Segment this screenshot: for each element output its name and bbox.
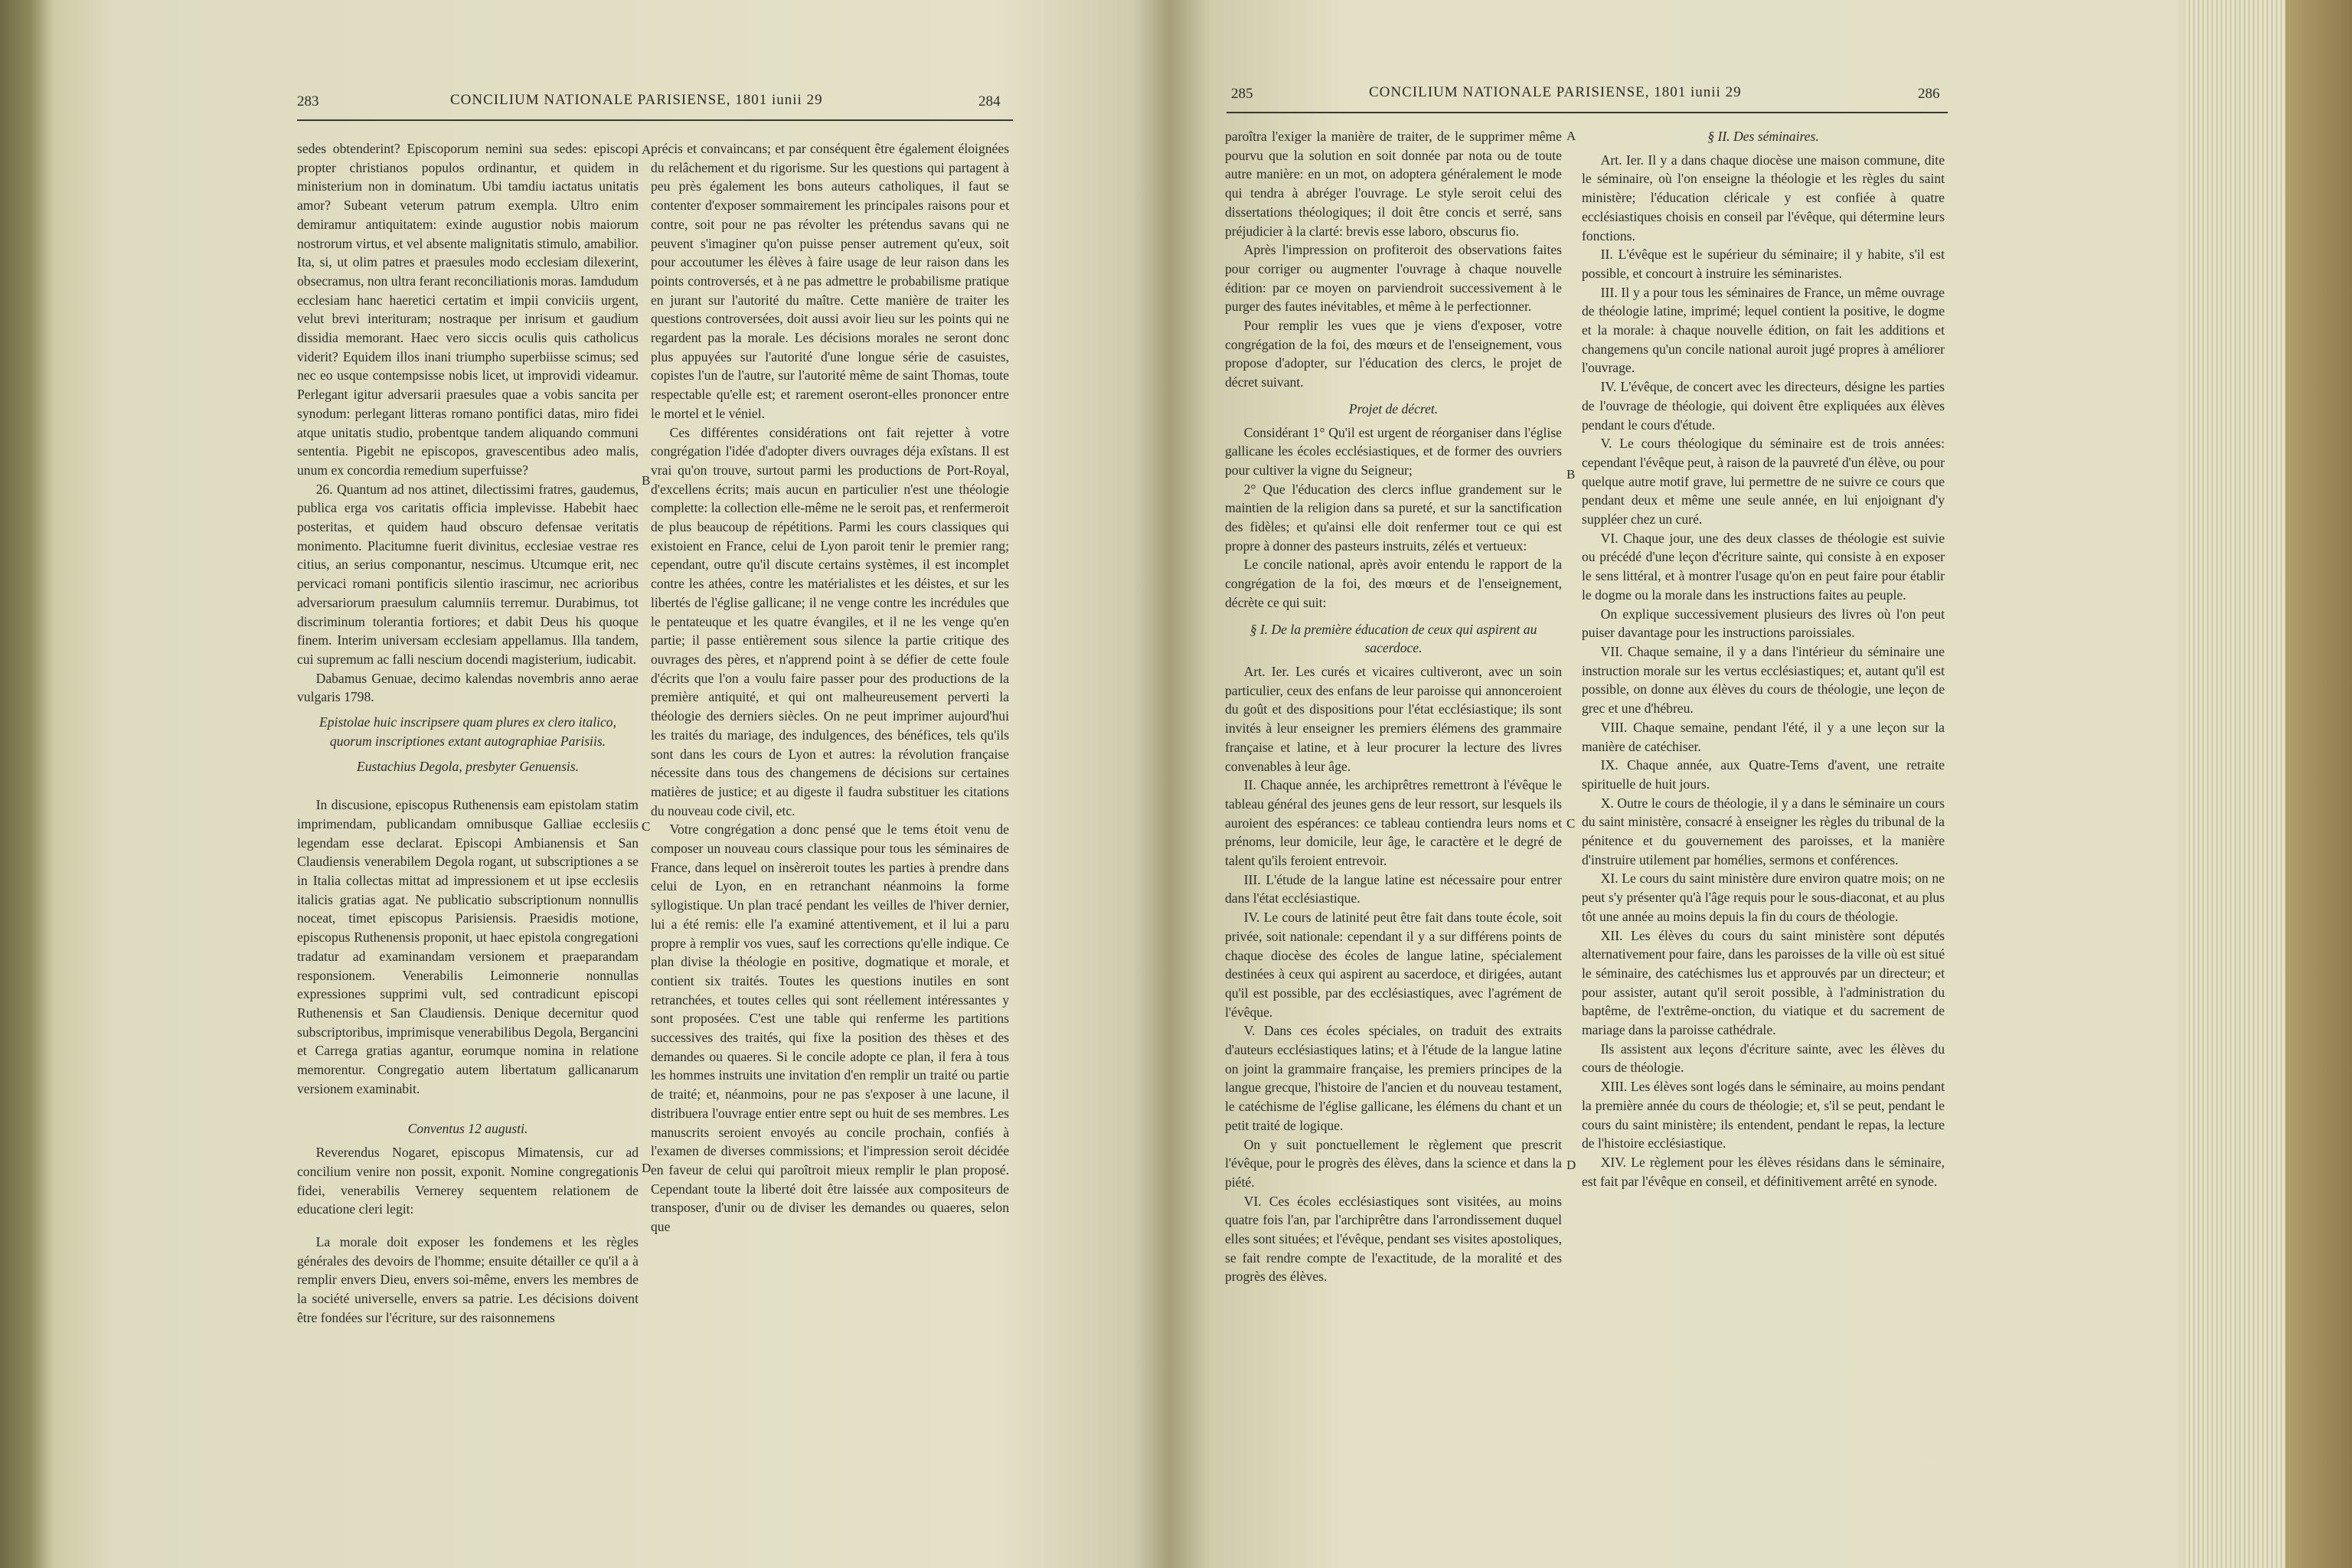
paragraph: X. Outre le cours de théologie, il y a dans le séminaire un cours du saint ministère, consacré à enseigner les règles du tribunal de la pénitence et du gouvernement des paroisses, et la manière d'instruire utilement par homélies, sermons et conférences. [1582,795,1945,867]
paragraph: On y suit ponctuellement le règlement que prescrit l'évêque, pour le progrès des élèves, dans la science et dans la piété. [1225,1136,1562,1190]
signature: Eustachius Degola, presbyter Genuensis. [356,758,580,774]
paragraph: Votre congrégation a donc pensé que le tems étoit venu de composer un nouveau cours classique pour tous les séminaires de France, dans lequel on insèreroit toutes les parties à prendre dans celui de Lyon, en en retranchant néanmoins la forme syllogistique. Un plan tracé pendant les veilles de l'hiver dernier, lui a été remis: elle l'a examiné attentivement, et il lui a paru propre à remplir vos vues, sauf les corrections qu'elle indique. Ce plan divise la théologie en positive, dogmatique et morale, et contient six traités. Toutes les questions inutiles en sont retranchées, et toutes celles qui sont réellement intéressantes y sont proposées. C'est une table qui renferme les partitions successives des traités, qui fixe la position des thèses et des demandes ou quaeres. Si le concile adopte ce plan, il fera à tous les hommes instruits une invitation d'en remplir un traité ou partie de traité; et, néanmoins, pour ne pas s'exposer à une lacune, il distribuera l'ouvrage entier entre sept ou huit de ses membres. Les manuscrits seroient envoyés au concile prochain, confiés à l'examen de diverses commissions; et l'impression seroit décidée en faveur de celui qui paroîtroit mieux remplir le plan proposé. Cependant toute la liberté doit être laissée aux compositeurs de transposer, d'unir ou de diviser les demandes ou quaeres, selon que [651,822,1009,1235]
running-header-right: CONCILIUM NATIONALE PARISIENSE, 1801 iunii 29 [1369,84,1742,100]
paragraph: Considérant 1° Qu'il est urgent de réorganiser dans l'église gallicane les écoles ecclésiastiques, et de former des ouvriers pour cultiver la vigne du Seigneur; [1225,424,1562,478]
section-heading: § II. Des séminaires. [1707,129,1819,144]
paragraph: IX. Chaque année, aux Quatre-Tems d'avent, une retraite spirituelle de huit jours. [1582,757,1945,792]
paragraph: IV. Le cours de latinité peut être fait dans toute école, soit privée, soit nationale: cependant il y a sur différens points de chaque diocèse des écoles de langue latine, spécialement destinées à ceux qui aspirent au sacerdoce, et dirigées, autant qu'il est possible, par des ecclésiastiques, avec l'agrément de l'évêque. [1225,910,1562,1020]
page-number-286: 286 [1918,86,1940,102]
paragraph: paroîtra l'exiger la manière de traiter, de le supprimer même pourvu que la solution en soit donnée par nota ou de toute autre manière: en un mot, on adoptera généralement le mode qui tendra à abréger l'ouvrage. Le style seroit celui des dissertations théologiques; il doit être concis et serré, sans préjudicier à la clarté: brevis esse laboro, obscurus fio. [1225,129,1562,239]
paragraph: V. Dans ces écoles spéciales, on traduit des extraits d'auteurs ecclésiastiques latins; et à l'étude de la langue latine on joint la grammaire française, les premiers principes de la langue grecque, l'histoire de l'ancien et du nouveau testament, le catéchisme de l'église gallicane, les élémens du chant et un petit traité de logique. [1225,1023,1562,1133]
paragraph: XII. Les élèves du cours du saint ministère sont députés alternativement pour faire, dans les paroisses de la ville où est situé le séminaire, des catéchismes lus et approuvés par un directeur; et pour assister, autant qu'il seroit possible, à l'administration du baptême, de l'extrême-onction, du viatique et du sacrement de mariage dans la paroisse cathédrale. [1582,927,1945,1038]
page-edges [2186,0,2352,1568]
paragraph: Dabamus Genuae, decimo kalendas novembris anno aerae vulgaris 1798. [297,670,639,705]
paragraph: Ils assistent aux leçons d'écriture sainte, avec les élèves du cours de théologie. [1582,1040,1945,1076]
paragraph: VI. Ces écoles ecclésiastiques sont visitées, au moins quatre fois l'an, par l'archiprêtre dans l'arrondissement duquel elles sont situées; et l'évêque, pendant ses visites apostoliques, se fait rendre compte de l'exactitude, de la moralité et des progrès des élèves. [1225,1193,1562,1285]
margin-letter-d: D [1566,1158,1576,1172]
paragraph: 2° Que l'éducation des clercs influe grandement sur le maintien de la religion dans sa pureté, et sur la sanctification des fidèles; et qu'ainsi elle doit renfermer tout ce qui est propre à donner des pasteurs instruits, zélés et vertueux: [1225,481,1562,554]
paragraph: On explique successivement plusieurs des livres où l'on peut puiser davantage pour les instructions paroissiales. [1582,606,1945,641]
margin-letter-c: C [642,819,651,834]
paragraph: La morale doit exposer les fondemens et les règles générales des devoirs de l'homme; ensuite détailler ce qu'il a à remplir envers Dieu, envers soi-même, envers les membres de la société universelle, envers sa patrie. Les décisions doivent être fondées sur l'écriture, sur des raisonnemens [297,1233,639,1325]
paragraph: XIV. Le règlement pour les élèves résidans dans le séminaire, est fait par l'évêque en conseil, et définitivement arrêté en synode. [1582,1154,1945,1189]
paragraph: II. Chaque année, les archiprêtres remettront à l'évêque le tableau général des jeunes gens de leur ressort, sur lesquels ils auroient des espérances: ce tableau contiendra leurs noms et prénoms, leur domicile, leur âge, le caractère et le degré de talent qu'ils feroient entrevoir. [1225,777,1562,869]
paragraph: Art. Ier. Il y a dans chaque diocèse une maison commune, dite le séminaire, où l'on enseigne la théologie et les règles du saint ministère; l'éducation cléricale y est confiée à quatre ecclésiastiques choisis en conseil par l'évêque, qui détermine leurs fonctions. [1582,152,1945,243]
header-rule [1227,112,1948,113]
paragraph: Pour remplir les vues que je viens d'exposer, votre congrégation de la foi, des mœurs et de l'enseignement, vous propose d'adopter, sur l'éducation des clercs, le projet de décret suivant. [1225,318,1562,390]
paragraph: VIII. Chaque semaine, pendant l'été, il y a une leçon sur la manière de catéchiser. [1582,719,1945,754]
section-heading: Conventus 12 augusti. [407,1121,528,1137]
paragraph: III. Il y a pour tous les séminaires de France, un même ouvrage de théologie latine, imprimé; lequel contient la positive, le dogme et la morale: à chaque nouvelle édition, on fait les additions et changemens qu'un concile national auroit jugé propres à améliorer l'ouvrage. [1582,284,1945,376]
paragraph: VI. Chaque jour, une des deux classes de théologie est suivie ou précédé d'une leçon d'écriture sainte, qui consiste à en exposer le sens littéral, et à montrer l'usage qu'on en peut faire pour établir le dogme ou la morale dans les instructions faites au peuple. [1582,530,1945,603]
paragraph: 26. Quantum ad nos attinet, dilectissimi fratres, gaudemus, publica erga vos caritatis officia implevisse. Habebit haec posteritas, et quidem haud obscuro defensae veritatis monimento. Placitumne fuerit divinitus, ecclesiae vestrae res citius, an serius componantur, nescimus. Utcumque erit, nec pervicaci romani pontificis silentio irascimur, nec acrioribus adversariorum praesulum calumniis terremur. Durabimus, tot discriminum tolerantia fortiores; et dabit Deus his quoque finem. Interim universam ecclesiam appellamus. Illa tandem, cui supremum ac falli nescium docendi magisterium, iudicabit. [297,481,639,667]
paragraph: VII. Chaque semaine, il y a dans l'intérieur du séminaire une instruction morale sur les vertus ecclésiastiques; et, autant qu'il est possible, on donne aux élèves du cours de théologie, une leçon de grec et une d'hébreu. [1582,643,1945,717]
margin-letter-c: C [1566,816,1576,831]
left-page-column-2 [651,139,1009,1236]
paragraph: XI. Le cours du saint ministère dure environ quatre mois; on ne peut s'y présenter qu'à l'âge requis pour le sous-diaconat, et au plus tôt une année au moins depuis la fin du cours de théologie. [1582,871,1945,924]
right-page-column-2 [1582,127,1945,1191]
paragraph: IV. L'évêque, de concert avec les directeurs, désigne les parties de l'ouvrage de théologie, qui doivent être expliquées aux élèves pendant le cours d'étude. [1582,379,1945,433]
paragraph: sedes obtenderint? Episcoporum nemini sua sedes: episcopi propter christianos populos ordinantur, et quidem in ministerium non in dominatum. Ubi tamdiu iactatus unitatis amor? Subeant veterum patrum exempla. Ultro enim demiramur antiquitatem: exinde augustior nobis maiorum nostrorum virtus, et vel absente malignitatis stimulo, amabilior. Ita, si, ut olim patres et praesules modo ecclesiam dilexerint, obsecramus, non ultra ferant reconciliationis moras. Iamdudum ecclesiam hanc haeretici certatim et impii conviciis urgent, velut brevi interituram; nostraque per inrisum et gaudium dissidia memorant. Haec vero siccis oculis quis catholicus viderit? Equidem illos inani triumpho superbiisse scimus; sed nec eo usque contempsisse nobis licet, ut improvidi videamur. Perlegant igitur adversarii praesules quae a vobis sancita per synodum: perlegant litteras romano pontifici datas, miro fidei atque unitatis studio, probentque tandem aliquando communi sententia. Pigebit ne episcopos, gravescentibus adeo malis, unum ex concordia remedium superfuisse? [297,141,639,478]
margin-letter-b: B [642,473,651,488]
right-page-column-1 [1225,127,1562,1286]
paragraph: Après l'impression on profiteroit des observations faites pour corriger ou augmenter l'ouvrage à chaque nouvelle édition: par ce moyen on parviendroit successivement à le purger des fautes inévitables, et même à le perfectionner. [1225,242,1562,315]
paragraph: XIII. Les élèves sont logés dans le séminaire, au moins pendant la première année du cours de théologie; et, s'il se peut, pendant le cours du saint ministère; ils entendent, pendant le repas, la lecture de l'histoire ecclésiastique. [1582,1079,1945,1152]
section-heading: Projet de décret. [1348,400,1439,416]
page-number-283: 283 [297,93,319,109]
left-page-column-1 [297,139,639,1327]
section-heading: § I. De la première éducation de ceux qui aspirent au sacerdoce. [1250,621,1537,656]
page-number-284: 284 [978,93,1001,109]
margin-letter-a: A [642,142,652,157]
paragraph: In discusione, episcopus Ruthenensis eam epistolam statim imprimendam, publicandam omnibusque Galliae ecclesiis legendam esse declarat. Episcopi Ambianensis et San Claudiensis venerabilem Degola rogant, ut subscriptiones a se in Italia collectas mittat ad impressionem et ut ipse ecclesiis italicis gratias agat. Ne publicatio subscriptionum nonnullis noceat, timet episcopus Parisiensis. Praesidis motione, episcopus Ruthenensis proponit, ut haec epistola congregationi tradatur ad examinandam versionem et praeparandam responsionem. Venerabilis Leimonnerie nonnullas expressiones supprimi vult, sed contradicunt episcopi Ruthenensis et San Claudiensis. Denique decernitur quod subscriptoribus, imprimisque venerabilibus Degola, Bergancini et Carrega gratias agantur, eorumque nomina in relatione memorentur. Congregatio autem libertatum gallicanarum versionem examinabit. [297,797,639,1096]
note-italic: Epistolae huic inscripsere quam plures ex clero italico, quorum inscriptiones extant autographiae Parisiis. [319,714,616,749]
paragraph: II. L'évêque est le supérieur du séminaire; il y habite, s'il est possible, et concourt à instruire les séminaristes. [1582,247,1945,281]
paragraph: V. Le cours théologique du séminaire est de trois années: cependant l'évêque peut, à raison de la pauvreté d'un élève, ou pour quelque autre motif grave, lui permettre de ne suivre ce cours que pendant deux et même une seule année, en lui enjoignant d'y suppléer chez un curé. [1582,436,1945,528]
paragraph: Le concile national, après avoir entendu le rapport de la congrégation de la foi, des mœurs et de l'enseignement, décrète ce qui suit: [1225,557,1562,610]
margin-letter-d: D [642,1161,652,1175]
paragraph: Art. Ier. Les curés et vicaires cultiveront, avec un soin particulier, ceux des enfans de leur paroisse qui annonceroient du goût et des dispositions pour l'état ecclésiastique; ils sont invités à leur enseigner les premiers élémens des grammaire française et latine, et à leur procurer la lecture des livres convenables à leur âge. [1225,663,1562,774]
paragraph: Reverendus Nogaret, episcopus Mimatensis, cur ad concilium venire non possit, exponit. Nomine congregationis fidei, venerabilis Vernerey sequentem relationem de educatione cleri legit: [297,1145,639,1217]
paragraph: III. L'étude de la langue latine est nécessaire pour entrer dans l'état ecclésiastique. [1225,871,1562,906]
margin-letter-a: A [1566,129,1576,143]
page-number-285: 285 [1231,86,1253,102]
running-header-left: CONCILIUM NATIONALE PARISIENSE, 1801 iunii 29 [450,92,823,108]
header-rule [297,119,1013,121]
margin-letter-b: B [1566,467,1576,482]
paragraph: précis et convaincans; et par conséquent être également éloignées du relâchement et du rigorisme. Sur les questions qui partagent à peu près également les bons auteurs catholiques, il faut se contenter d'exposer sommairement les principales raisons pour et contre, soit pour ne pas révolter les prétendus savans qui ne peuvent s'imaginer qu'on puisse penser autrement qu'eux, soit pour accoutumer les élèves à faire usage de leur raison dans les points controversés, et à ne pas admettre le probabilisme pratique en jurant sur l'autorité du maître. Cette manière de traiter les questions controversées, doit aussi avoir lieu sur les points qui ne regardent pas la morale. Les décisions morales ne seront donc plus appuyées sur l'autorité d'une longue série de casuistes, copistes l'un de l'autre, sur l'autorité même de saint Thomas, toute respectable qu'elle est; et rarement oseront-elles prononcer entre le mortel et le véniel. [651,141,1009,421]
paragraph: Ces différentes considérations ont fait rejetter à votre congrégation l'idée d'adopter divers ouvrages déja exîstans. Il est vrai qu'on trouve, surtout parmi les productions de Port-Royal, d'excellens écrits; mais aucun en particulier n'est une théologie complette: la collection elle-même ne le seroit pas, et renfermeroit de plus beaucoup de répétitions. Parmi les cours classiques qui existoient en France, celui de Lyon paroit tenir le premier rang; cependant, outre qu'il discute certains systèmes, il est incomplet contre les athées, contre les matérialistes et les déistes, et sur les libertés de l'église gallicane; il ne venge contre les incrédules que le pentateuque et les quatre évangiles, et il ne les venge qu'en partie; il passe entièrement sous silence la partie critique des ouvrages des pères, et n'apprend point à se défier de cette foule d'écrits que l'on a voulu faire passer pour des productions de la première antiquité, et qui ont malheureusement perverti la théologie des derniers siècles. On ne peut imprimer aujourd'hui les traités du mariage, des indulgences, des bénéfices, tels qu'ils sont dans les cours de Lyon et autres: la révolution française nécessite dans tous des changemens de décisions sur certaines matières de justice; et au digeste il faudra substituer les citations du nouveau code civil, etc. [651,424,1009,818]
